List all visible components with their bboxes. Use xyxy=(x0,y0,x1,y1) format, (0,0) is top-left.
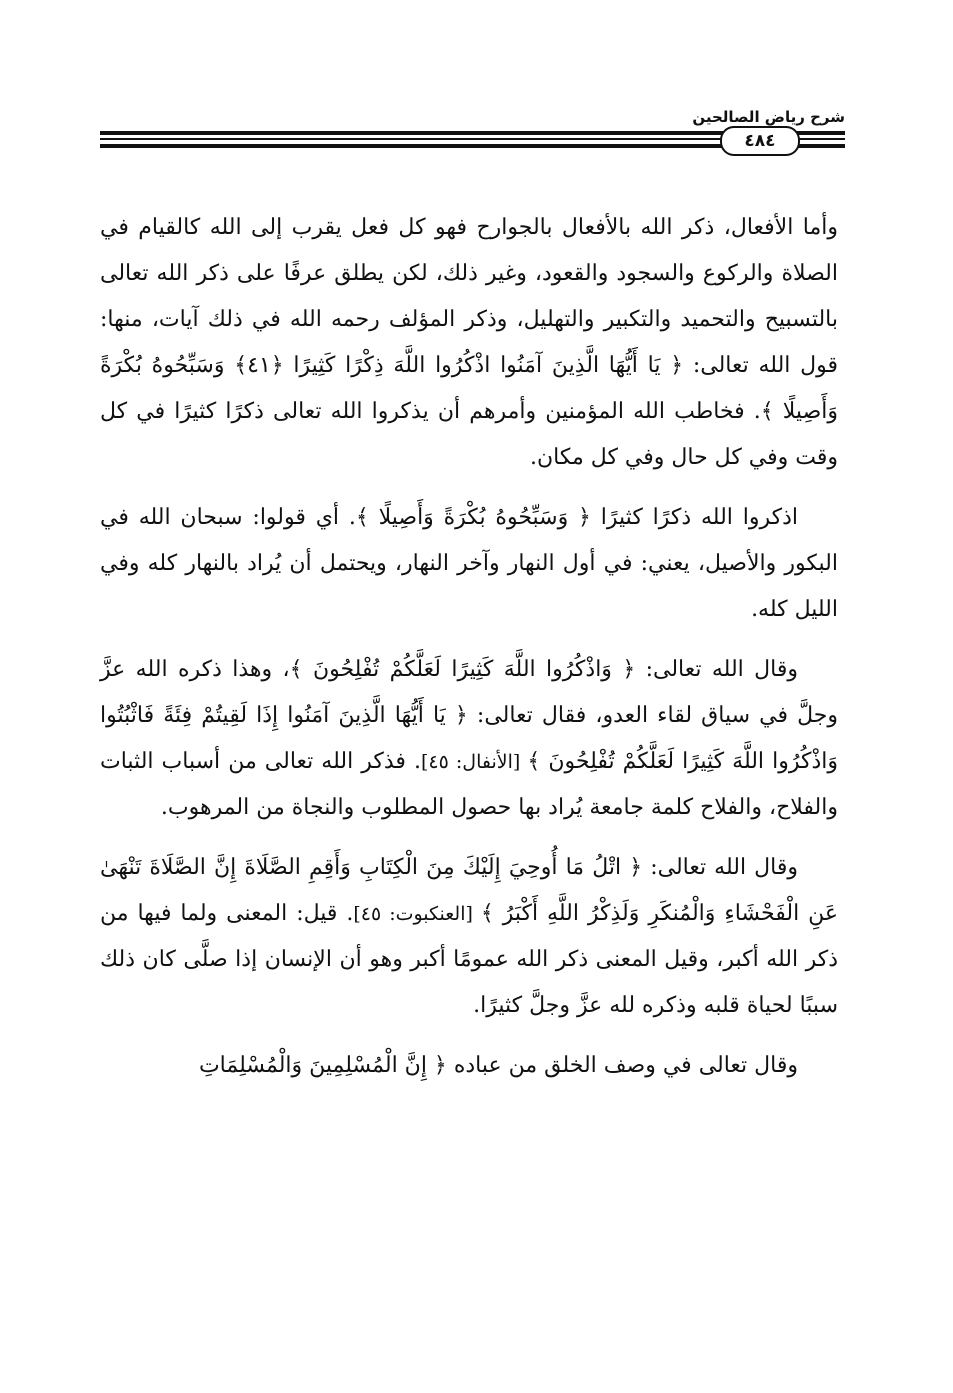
quran-verse: ﴿ وَاذْكُرُوا اللَّهَ كَثِيرًا لَعَلَّكُمْ تُفْلِحُونَ ﴾ xyxy=(289,657,636,682)
paragraph xyxy=(100,845,838,1029)
page-header xyxy=(100,106,845,166)
quran-verse: ﴿ يَا أَيُّهَا الَّذِينَ آمَنُوا إِذَا لَقِيتُمْ فِئَةً فَاثْبُتُوا وَاذْكُرُوا اللَّهَ كَثِيرًا لَعَلَّكُمْ تُفْلِحُونَ ﴾ xyxy=(100,703,838,774)
quran-verse: ﴿ وَسَبِّحُوهُ بُكْرَةً وَأَصِيلًا ﴾ xyxy=(355,505,591,530)
body-text: . فذكر الله تعالى من أسباب الثبات والفلاح، والفلاح كلمة جامعة يُراد بها حصول المطلوب والنجاة من المرهوب. xyxy=(100,749,838,820)
body-text: . قيل: المعنى ولما فيها من ذكر الله أكبر، وقيل المعنى ذكر الله عمومًا أكبر وهو أن الإنسان إذا صلَّى كان ذلك سببًا لحياة قلبه وذكره لله عزَّ وجلَّ كثيرًا. xyxy=(100,901,838,1018)
body-text: وقال تعالى في وصف الخلق من عباده xyxy=(446,1053,798,1078)
page-body xyxy=(100,205,838,1103)
quran-verse: ﴿ يَا أَيُّهَا الَّذِينَ آمَنُوا اذْكُرُوا اللَّهَ ذِكْرًا كَثِيرًا ﴿٤١﴾ وَسَبِّحُوهُ بُكْرَةً وَأَصِيلًا ﴾ xyxy=(100,353,838,424)
body-text: . فخاطب الله المؤمنين وأمرهم أن يذكروا الله تعالى ذكرًا كثيرًا في كل وقت وفي كل حال وفي كل مكان. xyxy=(100,399,838,470)
quran-verse: ﴿ إِنَّ الْمُسْلِمِينَ وَالْمُسْلِمَاتِ xyxy=(198,1053,447,1078)
page-number: ٤٨٤ xyxy=(720,126,800,156)
verse-reference: [العنكبوت: ٤٥] xyxy=(353,903,481,925)
body-text: ، وهذا ذكره الله عزَّ وجلَّ في سياق لقاء العدو، فقال تعالى: xyxy=(100,657,838,728)
body-text: وقال الله تعالى: xyxy=(635,657,799,682)
paragraph xyxy=(100,205,838,481)
book-title: شرح رياض الصالحين xyxy=(692,108,845,126)
verse-reference: [الأنفال: ٤٥] xyxy=(420,751,528,773)
body-text: . أي قولوا: سبحان الله في البكور والأصيل، يعني: في أول النهار وآخر النهار، ويحتمل أن يُراد بالنهار كله وفي الليل كله. xyxy=(100,505,838,622)
quran-verse: ﴿ اتْلُ مَا أُوحِيَ إِلَيْكَ مِنَ الْكِتَابِ وَأَقِمِ الصَّلَاةَ إِنَّ الصَّلَاةَ تَنْهَىٰ عَنِ الْفَحْشَاءِ وَالْمُنكَرِ وَلَذِكْرُ اللَّهِ أَكْبَرُ ﴾ xyxy=(100,855,838,926)
body-text: وقال الله تعالى: xyxy=(642,855,799,880)
body-text: اذكروا الله ذكرًا كثيرًا xyxy=(590,505,798,530)
paragraph xyxy=(100,647,838,831)
paragraph xyxy=(100,495,838,633)
paragraph xyxy=(100,1043,838,1089)
body-text: وأما الأفعال، ذكر الله بالأفعال بالجوارح فهو كل فعل يقرب إلى الله كالقيام في الصلاة والركوع والسجود والقعود، وغير ذلك، لكن يطلق عرفًا على ذكر الله تعالى بالتسبيح والتحميد والتكبير والتهليل، وذكر المؤلف رحمه الله في ذلك آيات، منها: قول الله تعالى: xyxy=(100,215,839,378)
